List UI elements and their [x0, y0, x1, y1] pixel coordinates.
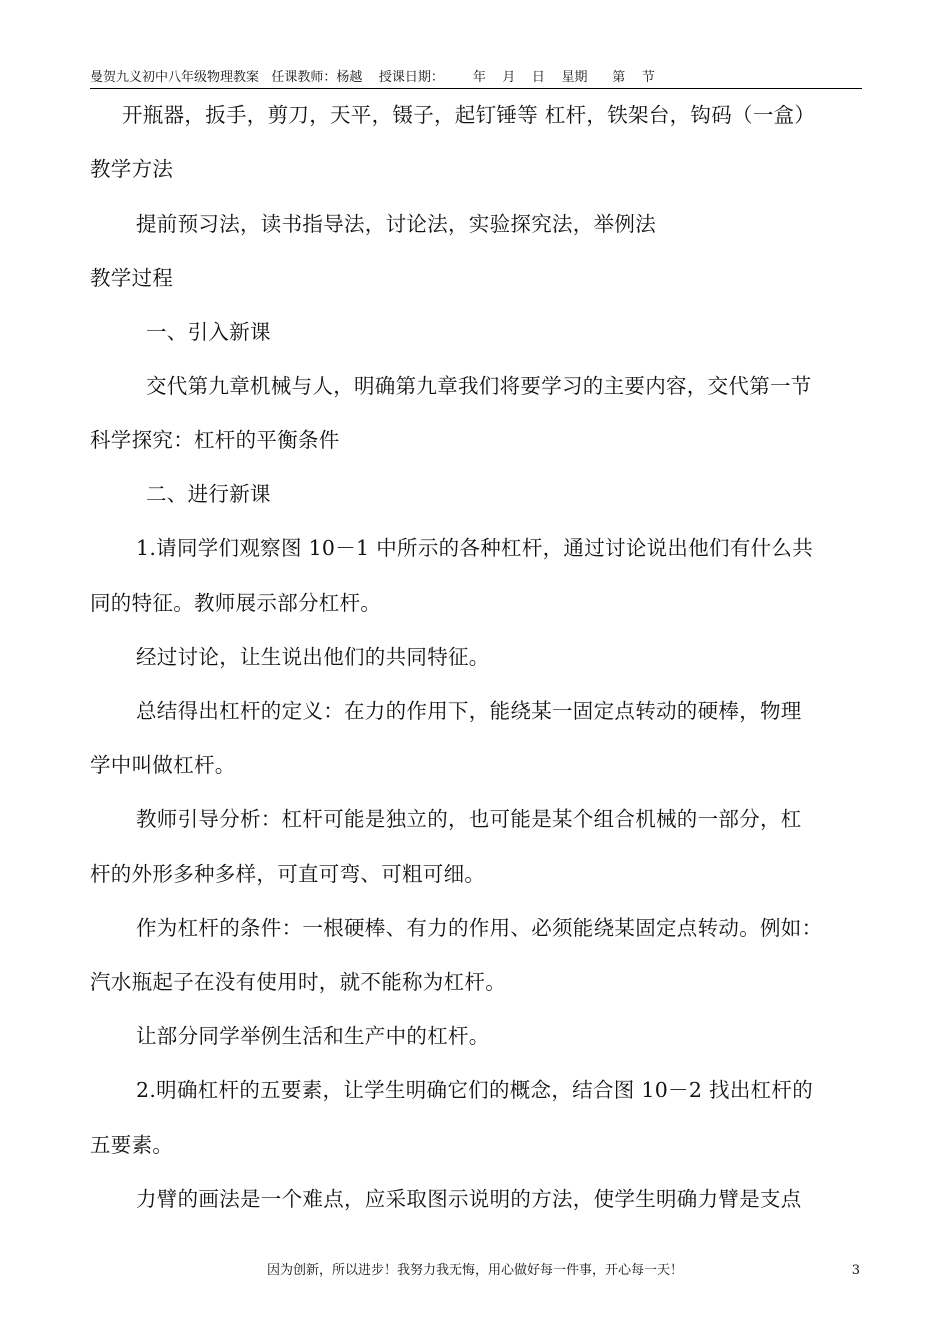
materials-line: 开瓶器，扳手，剪刀，天平，镊子，起钉锤等 杠杆，铁架台，钩码（一盒）: [122, 103, 816, 127]
paragraph-line: 让部分同学举例生活和生产中的杠杆。: [136, 1024, 490, 1048]
methods-line: 提前预习法，读书指导法，讨论法，实验探究法，举例法: [136, 212, 656, 236]
paragraph-line: 科学探究：杠杆的平衡条件: [90, 428, 340, 452]
paragraph-line: 学中叫做杠杆。: [90, 753, 236, 777]
paragraph-line: 汽水瓶起子在没有使用时，就不能称为杠杆。: [90, 970, 506, 994]
footer-slogan: 因为创新，所以进步！我努力我无悔，用心做好每一件事，开心每一天！: [266, 1263, 683, 1278]
paragraph-line: 交代第九章机械与人，明确第九章我们将要学习的主要内容，交代第一节: [146, 374, 812, 398]
section-heading-methods: 教学方法: [90, 157, 174, 181]
paragraph-line: 杆的外形多种多样，可直可弯、可粗可细。: [90, 862, 486, 886]
paragraph-line: 经过讨论，让生说出他们的共同特征。: [136, 645, 490, 669]
section-heading-process: 教学过程: [90, 266, 174, 290]
paragraph-line: 力臂的画法是一个难点，应采取图示说明的方法，使学生明确力臂是支点: [136, 1187, 802, 1211]
paragraph-line: 总结得出杠杆的定义：在力的作用下，能绕某一固定点转动的硬棒，物理: [136, 699, 802, 723]
paragraph-line: 2.明确杠杆的五要素，让学生明确它们的概念，结合图 10－2 找出杠杆的: [136, 1078, 814, 1102]
subheading-intro: 一、引入新课: [146, 320, 271, 344]
paragraph-line: 1.请同学们观察图 10－1 中所示的各种杠杆，通过讨论说出他们有什么共: [136, 536, 814, 560]
paragraph-line: 教师引导分析：杠杆可能是独立的，也可能是某个组合机械的一部分，杠: [136, 807, 802, 831]
page-header: 曼贺九义初中八年级物理教案 任课教师：杨越 授课日期： 年 月 日 星期 第 节: [90, 70, 655, 85]
subheading-new-lesson: 二、进行新课: [146, 482, 271, 506]
page-number: 3: [851, 1263, 860, 1278]
paragraph-line: 同的特征。教师展示部分杠杆。: [90, 591, 382, 615]
paragraph-line: 作为杠杆的条件：一根硬棒、有力的作用、必须能绕某固定点转动。例如：: [136, 916, 823, 940]
paragraph-line: 五要素。: [90, 1133, 174, 1157]
header-divider: [90, 88, 862, 89]
